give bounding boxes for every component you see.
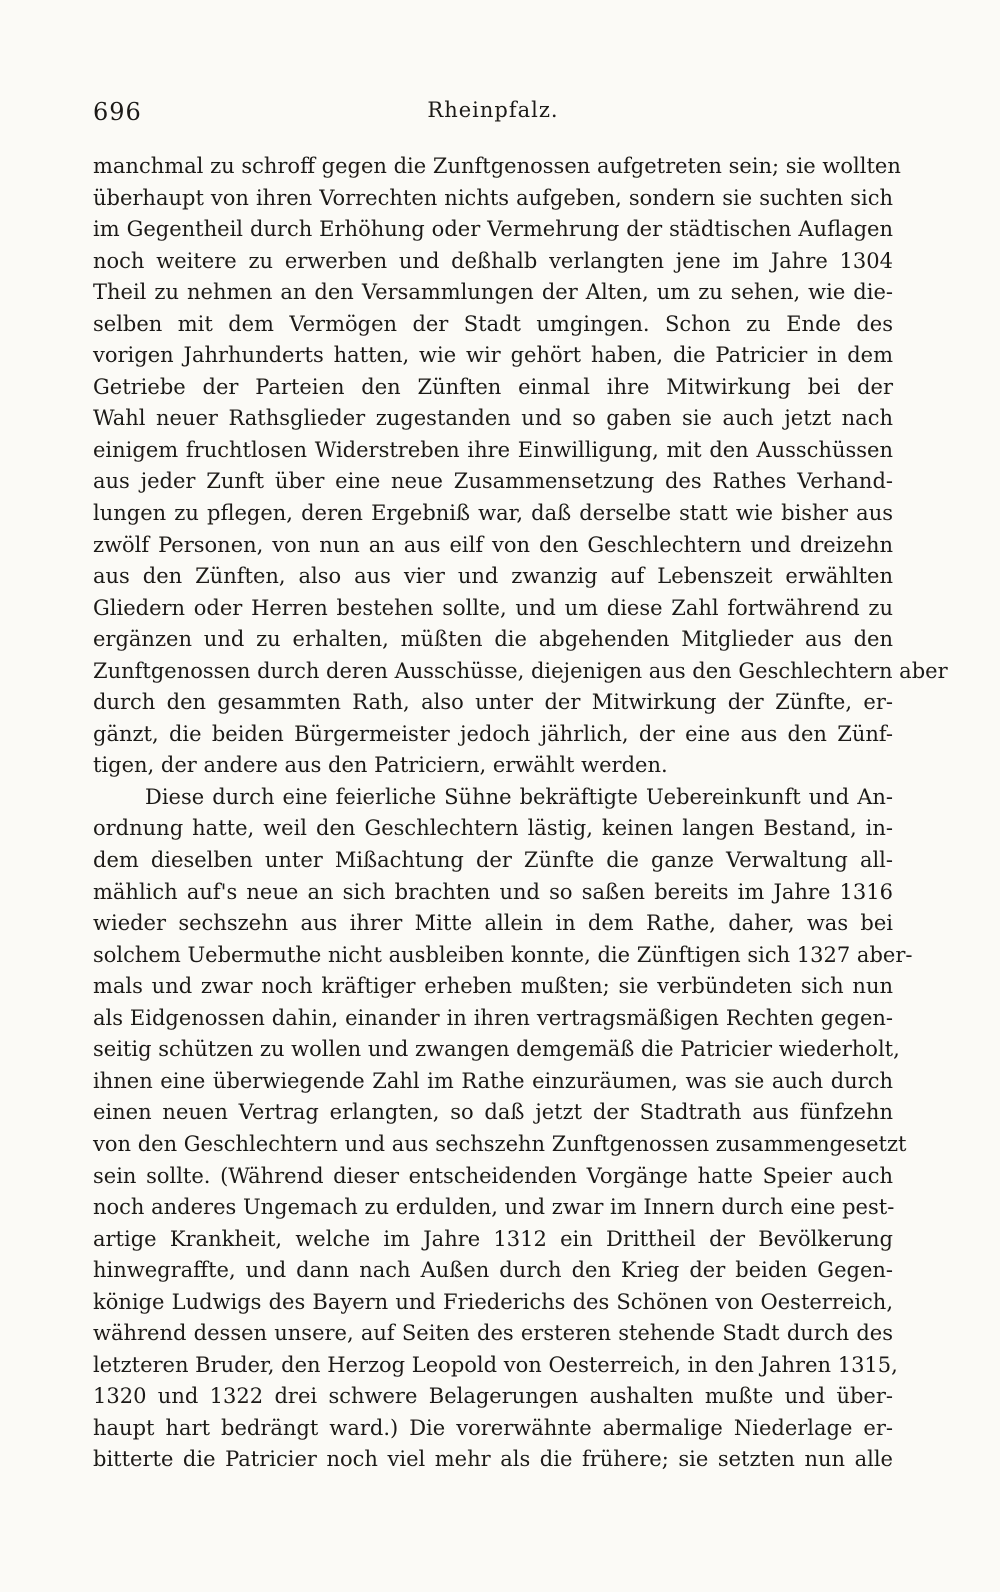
text-line: noch weitere zu erwerben und deßhalb verlangten jene im Jahre 1304 (93, 248, 893, 273)
text-line: sein sollte. (Während dieser entscheidenden Vorgänge hatte Speier auch (93, 1163, 893, 1188)
text-line: aus jeder Zunft über eine neue Zusammensetzung des Rathes Verhand- (93, 469, 893, 494)
text-line: von den Geschlechtern und aus sechszehn Zunftgenossen zusammengesetzt (93, 1131, 907, 1156)
text-line: überhaupt von ihren Vorrechten nichts aufgeben, sondern sie suchten sich (93, 185, 893, 210)
text-line: ihnen eine überwiegende Zahl im Rathe einzuräumen, was sie auch durch (93, 1068, 893, 1093)
paragraph-start-line: Diese durch eine feierliche Sühne bekräftigte Uebereinkunft und An- (145, 784, 893, 809)
text-line: 1320 und 1322 drei schwere Belagerungen aushalten mußte und über- (93, 1384, 893, 1409)
text-line: als Eidgenossen dahin, einander in ihren vertragsmäßigen Rechten gegen- (93, 1005, 893, 1030)
text-line: ordnung hatte, weil den Geschlechtern lästig, keinen langen Bestand, in- (93, 816, 893, 841)
text-line: wieder sechszehn aus ihrer Mitte allein in dem Rathe, daher, was bei (93, 911, 893, 936)
text-line: mählich auf's neue an sich brachten und so saßen bereits im Jahre 1316 (93, 879, 893, 904)
text-line: noch anderes Ungemach zu erdulden, und zwar im Innern durch eine pest- (93, 1195, 895, 1220)
running-head: Rheinpfalz. (427, 98, 559, 122)
text-line: seitig schützen zu wollen und zwangen demgemäß die Patricier wiederholt, (93, 1037, 900, 1062)
text-line: durch den gesammten Rath, also unter der Mitwirkung der Zünfte, er- (93, 690, 893, 715)
text-line: aus den Zünften, also aus vier und zwanzig auf Lebenszeit erwählten (93, 564, 893, 589)
text-line: mals und zwar noch kräftiger erheben mußten; sie verbündeten sich nun (93, 974, 893, 999)
text-line: artige Krankheit, welche im Jahre 1312 ein Drittheil der Bevölkerung (93, 1226, 893, 1251)
text-line: bitterte die Patricier noch viel mehr als die frühere; sie setzten nun alle (93, 1447, 893, 1472)
text-line: letzteren Bruder, den Herzog Leopold von Oesterreich, in den Jahren 1315, (93, 1352, 898, 1377)
text-line: haupt hart bedrängt ward.) Die vorerwähnte abermalige Niederlage er- (93, 1415, 893, 1440)
paragraph-end-line: tigen, der andere aus den Patriciern, erwählt werden. (93, 753, 668, 778)
page-number: 696 (93, 98, 142, 126)
text-line: ergänzen und zu erhalten, müßten die abgehenden Mitglieder aus den (93, 627, 893, 652)
text-line: im Gegentheil durch Erhöhung oder Vermehrung der städtischen Auflagen (93, 217, 893, 242)
text-line: lungen zu pflegen, deren Ergebniß war, daß derselbe statt wie bisher aus (93, 501, 893, 526)
text-line: solchem Uebermuthe nicht ausbleiben konnte, die Zünftigen sich 1327 aber- (93, 942, 913, 967)
text-line: hinwegraffte, und dann nach Außen durch den Krieg der beiden Gegen- (93, 1258, 893, 1283)
text-line: zwölf Personen, von nun an aus eilf von den Geschlechtern und dreizehn (93, 532, 893, 557)
text-line: Theil zu nehmen an den Versammlungen der Alten, um zu sehen, wie die- (93, 280, 893, 305)
text-line: einen neuen Vertrag erlangten, so daß jetzt der Stadtrath aus fünfzehn (93, 1100, 893, 1125)
text-line: dem dieselben unter Mißachtung der Zünfte die ganze Verwaltung all- (93, 848, 893, 873)
text-line: Wahl neuer Rathsglieder zugestanden und so gaben sie auch jetzt nach (93, 406, 893, 431)
page-header (93, 98, 893, 138)
text-line: vorigen Jahrhunderts hatten, wie wir gehört haben, die Patricier in dem (93, 343, 893, 368)
text-line: während dessen unsere, auf Seiten des ersteren stehende Stadt durch des (93, 1321, 893, 1346)
text-line: gänzt, die beiden Bürgermeister jedoch jährlich, der eine aus den Zünf- (93, 721, 893, 746)
text-line: könige Ludwigs des Bayern und Friederichs des Schönen von Oesterreich, (93, 1289, 893, 1314)
text-line: Gliedern oder Herren bestehen sollte, und um diese Zahl fortwährend zu (93, 595, 893, 620)
text-line: Zunftgenossen durch deren Ausschüsse, diejenigen aus den Geschlechtern aber (93, 658, 948, 683)
text-line: einigem fruchtlosen Widerstreben ihre Einwilligung, mit den Ausschüssen (93, 437, 893, 462)
text-line: selben mit dem Vermögen der Stadt umgingen. Schon zu Ende des (93, 311, 893, 336)
body-text (93, 151, 948, 1476)
text-line: manchmal zu schroff gegen die Zunftgenossen aufgetreten sein; sie wollten (93, 154, 901, 178)
text-line: Getriebe der Parteien den Zünften einmal ihre Mitwirkung bei der (93, 374, 893, 399)
